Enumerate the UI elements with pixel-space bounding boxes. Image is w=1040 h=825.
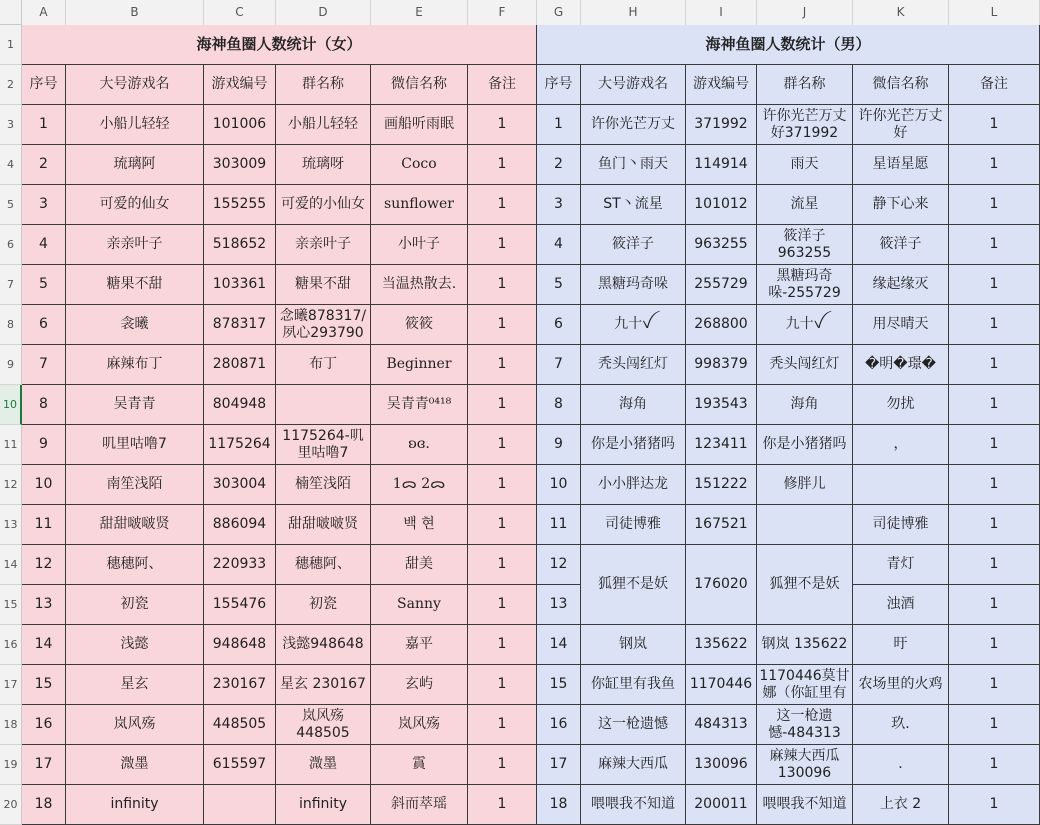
male-header-cell[interactable]: 微信名称 [853, 65, 949, 105]
male-cell[interactable]: 1 [949, 105, 1040, 145]
male-cell[interactable]: 1 [949, 585, 1040, 625]
male-cell[interactable]: 你是小猪猪吗 [757, 425, 853, 465]
row-header-5[interactable]: 5 [0, 185, 22, 225]
male-cell-merged[interactable]: 狐狸不是妖 [581, 545, 686, 625]
male-cell[interactable]: 1170446莫甘娜（你缸里有 [757, 665, 853, 705]
male-cell[interactable]: 这一枪遗憾-484313 [757, 705, 853, 745]
male-header-cell[interactable]: 备注 [949, 65, 1040, 105]
female-cell[interactable]: 448505 [204, 705, 276, 745]
female-cell[interactable]: 948648 [204, 625, 276, 665]
female-cell[interactable]: 星玄 [66, 665, 204, 705]
male-cell[interactable]: 流星 [757, 185, 853, 225]
female-cell[interactable]: 布丁 [276, 345, 371, 385]
female-cell[interactable] [276, 385, 371, 425]
female-cell[interactable]: 7 [22, 345, 66, 385]
female-cell[interactable]: 1 [468, 665, 537, 705]
male-cell[interactable]: 许你光芒万丈好 [853, 105, 949, 145]
female-cell[interactable]: 18 [22, 785, 66, 825]
female-cell[interactable]: 小叶子 [371, 225, 468, 265]
male-cell[interactable]: 麻辣大西瓜130096 [757, 745, 853, 785]
female-cell[interactable]: 280871 [204, 345, 276, 385]
male-cell[interactable]: 筱洋子 [581, 225, 686, 265]
male-cell[interactable]: 1 [949, 345, 1040, 385]
male-cell[interactable]: 许你光芒万丈 [581, 105, 686, 145]
male-cell[interactable]: 15 [537, 665, 581, 705]
male-cell[interactable]: 200011 [686, 785, 757, 825]
female-cell[interactable]: 星玄 230167 [276, 665, 371, 705]
male-cell[interactable]: 101012 [686, 185, 757, 225]
female-cell[interactable]: 1 [468, 425, 537, 465]
male-cell[interactable]: 135622 [686, 625, 757, 665]
female-cell[interactable]: Beginner [371, 345, 468, 385]
male-cell[interactable]: 123411 [686, 425, 757, 465]
female-cell[interactable]: 甜甜啵啵贤 [66, 505, 204, 545]
male-cell[interactable]: 6 [537, 305, 581, 345]
female-cell[interactable]: 南笙浅陌 [66, 465, 204, 505]
row-header-14[interactable]: 14 [0, 545, 22, 585]
male-cell[interactable]: 这一枪遗憾 [581, 705, 686, 745]
male-cell[interactable]: 1 [949, 625, 1040, 665]
row-header-12[interactable]: 12 [0, 465, 22, 505]
female-cell[interactable]: 溦墨 [66, 745, 204, 785]
male-cell[interactable]: 13 [537, 585, 581, 625]
male-cell[interactable]: 司徒博雅 [581, 505, 686, 545]
male-cell[interactable]: 10 [537, 465, 581, 505]
male-cell[interactable]: 许你光芒万丈好371992 [757, 105, 853, 145]
female-cell[interactable]: 230167 [204, 665, 276, 705]
male-cell-merged[interactable]: 狐狸不是妖 [757, 545, 853, 625]
female-cell[interactable]: 1 [468, 585, 537, 625]
female-header-cell[interactable]: 备注 [468, 65, 537, 105]
female-cell[interactable]: 15 [22, 665, 66, 705]
male-cell[interactable] [757, 505, 853, 545]
male-cell[interactable]: 小小胖达龙 [581, 465, 686, 505]
female-cell[interactable]: 155476 [204, 585, 276, 625]
male-cell[interactable]: 114914 [686, 145, 757, 185]
column-header-i[interactable]: I [686, 0, 757, 25]
male-cell[interactable]: 星语星愿 [853, 145, 949, 185]
row-header-11[interactable]: 11 [0, 425, 22, 465]
female-cell[interactable]: 1 [468, 465, 537, 505]
male-cell[interactable]: 海角 [757, 385, 853, 425]
female-cell[interactable]: 804948 [204, 385, 276, 425]
row-header-17[interactable]: 17 [0, 665, 22, 705]
female-cell[interactable]: 101006 [204, 105, 276, 145]
female-cell[interactable]: 886094 [204, 505, 276, 545]
female-cell[interactable]: 1ᯅ 2ᯅ [371, 465, 468, 505]
female-cell[interactable]: 1 [22, 105, 66, 145]
female-cell[interactable]: 1 [468, 785, 537, 825]
column-header-c[interactable]: C [204, 0, 276, 25]
male-header-cell[interactable]: 游戏编号 [686, 65, 757, 105]
male-cell[interactable]: 九十ꪜ [757, 305, 853, 345]
male-cell[interactable]: 秃头闯红灯 [757, 345, 853, 385]
male-cell[interactable]: 黑糖玛奇哚 [581, 265, 686, 305]
female-cell[interactable]: 1 [468, 745, 537, 785]
male-cell[interactable]: 筱洋子963255 [757, 225, 853, 265]
female-cell[interactable]: 浅懿948648 [276, 625, 371, 665]
female-cell[interactable]: 1175264 [204, 425, 276, 465]
female-cell[interactable]: 小船儿轻轻 [66, 105, 204, 145]
column-header-l[interactable]: L [949, 0, 1040, 25]
female-cell[interactable]: 1 [468, 505, 537, 545]
female-cell[interactable]: 1 [468, 545, 537, 585]
row-header-13[interactable]: 13 [0, 505, 22, 545]
row-header-2[interactable]: 2 [0, 65, 22, 105]
female-header-cell[interactable]: 微信名称 [371, 65, 468, 105]
column-header-f[interactable]: F [468, 0, 537, 25]
male-cell[interactable]: �明�璟� [853, 345, 949, 385]
male-cell[interactable]: 浊酒 [853, 585, 949, 625]
row-header-10[interactable]: 10 [0, 385, 22, 425]
female-cell[interactable]: 玄屿 [371, 665, 468, 705]
column-header-g[interactable]: G [537, 0, 581, 25]
female-cell[interactable]: 麻辣布丁 [66, 345, 204, 385]
male-cell[interactable]: ST丶流星 [581, 185, 686, 225]
female-cell[interactable]: 220933 [204, 545, 276, 585]
female-cell[interactable]: 16 [22, 705, 66, 745]
female-cell[interactable]: 1 [468, 705, 537, 745]
male-cell[interactable]: 1 [949, 545, 1040, 585]
row-header-9[interactable]: 9 [0, 345, 22, 385]
column-header-h[interactable]: H [581, 0, 686, 25]
female-cell[interactable]: 3 [22, 185, 66, 225]
male-cell[interactable]: 1 [949, 505, 1040, 545]
female-cell[interactable]: 1 [468, 185, 537, 225]
row-header-19[interactable]: 19 [0, 745, 22, 785]
male-cell[interactable]: 5 [537, 265, 581, 305]
female-cell[interactable]: 溦墨 [276, 745, 371, 785]
female-cell[interactable]: 878317 [204, 305, 276, 345]
female-cell[interactable]: sunflower [371, 185, 468, 225]
male-cell[interactable]: 鱼门丶雨天 [581, 145, 686, 185]
female-cell[interactable]: 穗穗阿、 [66, 545, 204, 585]
male-cell[interactable]: 3 [537, 185, 581, 225]
female-cell[interactable] [204, 785, 276, 825]
female-header-cell[interactable]: 游戏编号 [204, 65, 276, 105]
male-cell[interactable]: 484313 [686, 705, 757, 745]
male-cell[interactable]: 255729 [686, 265, 757, 305]
male-cell[interactable]: 16 [537, 705, 581, 745]
female-cell[interactable]: 2 [22, 145, 66, 185]
male-cell[interactable]: 998379 [686, 345, 757, 385]
female-cell[interactable]: 1 [468, 625, 537, 665]
male-cell[interactable]: 静下心来 [853, 185, 949, 225]
female-cell[interactable]: 甜美 [371, 545, 468, 585]
female-cell[interactable]: 亲亲叶子 [276, 225, 371, 265]
male-cell[interactable]: 1 [537, 105, 581, 145]
male-cell[interactable]: 1 [949, 465, 1040, 505]
female-cell[interactable]: 甜甜啵啵贤 [276, 505, 371, 545]
female-cell[interactable]: 糖果不甜 [66, 265, 204, 305]
female-cell[interactable]: Coco [371, 145, 468, 185]
female-cell[interactable]: 小船儿轻轻 [276, 105, 371, 145]
male-cell[interactable]: 雨天 [757, 145, 853, 185]
row-header-3[interactable]: 3 [0, 105, 22, 145]
female-cell[interactable]: 10 [22, 465, 66, 505]
female-cell[interactable]: 1 [468, 105, 537, 145]
female-header-cell[interactable]: 序号 [22, 65, 66, 105]
male-cell[interactable]: 勿扰 [853, 385, 949, 425]
male-cell[interactable]: 喂喂我不知道 [581, 785, 686, 825]
row-header-6[interactable]: 6 [0, 225, 22, 265]
male-cell[interactable]: 1 [949, 305, 1040, 345]
male-cell[interactable]: 963255 [686, 225, 757, 265]
male-cell[interactable]: 8 [537, 385, 581, 425]
female-cell[interactable]: 6 [22, 305, 66, 345]
female-cell[interactable]: 筱筱 [371, 305, 468, 345]
female-cell[interactable]: 糖果不甜 [276, 265, 371, 305]
male-cell[interactable]: 18 [537, 785, 581, 825]
female-cell[interactable]: 17 [22, 745, 66, 785]
male-header-cell[interactable]: 序号 [537, 65, 581, 105]
female-cell[interactable]: 衾曦 [66, 305, 204, 345]
female-cell[interactable]: 12 [22, 545, 66, 585]
female-cell[interactable]: 嘉平 [371, 625, 468, 665]
female-cell[interactable]: 霣 [371, 745, 468, 785]
female-cell[interactable]: 518652 [204, 225, 276, 265]
female-cell[interactable]: 岚风殇 [66, 705, 204, 745]
female-cell[interactable]: 当温热散去. [371, 265, 468, 305]
male-cell[interactable]: 193543 [686, 385, 757, 425]
column-header-j[interactable]: J [757, 0, 853, 25]
male-cell[interactable]: 7 [537, 345, 581, 385]
male-cell[interactable]: 1 [949, 785, 1040, 825]
male-cell[interactable] [853, 465, 949, 505]
male-cell[interactable]: 司徒博雅 [853, 505, 949, 545]
female-cell[interactable]: 8 [22, 385, 66, 425]
female-cell[interactable]: ʚɞ. [371, 425, 468, 465]
male-cell[interactable]: 4 [537, 225, 581, 265]
female-cell[interactable]: 叽里咕噜7 [66, 425, 204, 465]
male-cell[interactable]: 130096 [686, 745, 757, 785]
female-cell[interactable]: 可爱的小仙女 [276, 185, 371, 225]
female-cell[interactable]: 103361 [204, 265, 276, 305]
female-cell[interactable]: 5 [22, 265, 66, 305]
column-header-k[interactable]: K [853, 0, 949, 25]
male-cell[interactable]: 1 [949, 225, 1040, 265]
female-table-title[interactable]: 海神鱼圈人数统计（女） [22, 25, 537, 65]
male-cell[interactable]: 九十ꪜ [581, 305, 686, 345]
male-cell[interactable]: 修胖儿 [757, 465, 853, 505]
male-cell[interactable]: 17 [537, 745, 581, 785]
female-cell[interactable]: Sanny [371, 585, 468, 625]
male-cell[interactable]: . [853, 745, 949, 785]
female-cell[interactable]: 斜而萃瑶 [371, 785, 468, 825]
female-cell[interactable]: 画船听雨眠 [371, 105, 468, 145]
male-cell[interactable]: 玖. [853, 705, 949, 745]
male-cell[interactable]: 1 [949, 745, 1040, 785]
row-header-4[interactable]: 4 [0, 145, 22, 185]
female-cell[interactable]: 1 [468, 265, 537, 305]
male-cell[interactable]: 黑糖玛奇哚-255729 [757, 265, 853, 305]
column-header-bar [0, 0, 1040, 26]
female-cell[interactable]: 1175264-叽里咕噜7 [276, 425, 371, 465]
male-cell[interactable]: 1 [949, 665, 1040, 705]
male-cell[interactable]: 海角 [581, 385, 686, 425]
male-cell-merged[interactable]: 176020 [686, 545, 757, 625]
male-cell[interactable]: 1 [949, 185, 1040, 225]
female-cell[interactable]: 303004 [204, 465, 276, 505]
male-cell[interactable]: 筱洋子 [853, 225, 949, 265]
male-cell[interactable]: 用尽晴天 [853, 305, 949, 345]
female-header-cell[interactable]: 大号游戏名 [66, 65, 204, 105]
female-cell[interactable]: 亲亲叶子 [66, 225, 204, 265]
male-cell[interactable]: 268800 [686, 305, 757, 345]
male-cell[interactable]: 371992 [686, 105, 757, 145]
male-cell[interactable]: 11 [537, 505, 581, 545]
select-all-corner[interactable] [0, 0, 22, 25]
row-header-15[interactable]: 15 [0, 585, 22, 625]
male-cell[interactable]: 你缸里有我鱼 [581, 665, 686, 705]
female-cell[interactable]: 155255 [204, 185, 276, 225]
male-header-cell[interactable]: 群名称 [757, 65, 853, 105]
male-cell[interactable]: 1 [949, 145, 1040, 185]
male-cell[interactable]: 151222 [686, 465, 757, 505]
male-cell[interactable]: 2 [537, 145, 581, 185]
male-cell[interactable]: 1 [949, 705, 1040, 745]
female-cell[interactable]: 14 [22, 625, 66, 665]
female-cell[interactable]: 1 [468, 225, 537, 265]
column-header-b[interactable]: B [66, 0, 204, 25]
male-cell[interactable]: 旴 [853, 625, 949, 665]
row-header-7[interactable]: 7 [0, 265, 22, 305]
female-cell[interactable]: 303009 [204, 145, 276, 185]
male-cell[interactable]: ， [853, 425, 949, 465]
female-cell[interactable]: 615597 [204, 745, 276, 785]
female-cell[interactable]: 初瓷 [66, 585, 204, 625]
female-cell[interactable]: 1 [468, 305, 537, 345]
female-cell[interactable]: infinity [276, 785, 371, 825]
female-cell[interactable]: 吴青青⁰⁴¹⁸ [371, 385, 468, 425]
female-cell[interactable]: 琉璃阿 [66, 145, 204, 185]
male-cell[interactable]: 1 [949, 385, 1040, 425]
row-header-16[interactable]: 16 [0, 625, 22, 665]
row-header-18[interactable]: 18 [0, 705, 22, 745]
male-header-cell[interactable]: 大号游戏名 [581, 65, 686, 105]
female-cell[interactable]: 琉璃呀 [276, 145, 371, 185]
female-cell[interactable]: 浅懿 [66, 625, 204, 665]
female-cell[interactable]: 念曦878317/夙心293790 [276, 305, 371, 345]
female-cell[interactable]: 可爱的仙女 [66, 185, 204, 225]
female-cell[interactable]: 初瓷 [276, 585, 371, 625]
female-cell[interactable]: 岚风殇 [371, 705, 468, 745]
female-cell[interactable]: 穗穗阿、 [276, 545, 371, 585]
male-cell[interactable]: 1170446 [686, 665, 757, 705]
female-cell[interactable]: 13 [22, 585, 66, 625]
female-cell[interactable]: 11 [22, 505, 66, 545]
female-cell[interactable]: 백 현 [371, 505, 468, 545]
female-cell[interactable]: 岚风殇448505 [276, 705, 371, 745]
male-cell[interactable]: 上衣 2 [853, 785, 949, 825]
female-cell[interactable]: 4 [22, 225, 66, 265]
female-cell[interactable]: 1 [468, 385, 537, 425]
male-cell[interactable]: 青灯 [853, 545, 949, 585]
male-cell[interactable]: 12 [537, 545, 581, 585]
female-header-cell[interactable]: 群名称 [276, 65, 371, 105]
male-cell[interactable]: 钢岚 135622 [757, 625, 853, 665]
row-header-1[interactable]: 1 [0, 25, 22, 65]
male-cell[interactable]: 缘起缘灭 [853, 265, 949, 305]
female-cell[interactable]: 1 [468, 145, 537, 185]
male-table-title[interactable]: 海神鱼圈人数统计（男） [537, 25, 1040, 65]
male-cell[interactable]: 农场里的火鸡 [853, 665, 949, 705]
male-cell[interactable]: 秃头闯红灯 [581, 345, 686, 385]
male-cell[interactable]: 你是小猪猪吗 [581, 425, 686, 465]
column-header-e[interactable]: E [371, 0, 468, 25]
row-header-8[interactable]: 8 [0, 305, 22, 345]
column-header-a[interactable]: A [22, 0, 66, 25]
female-cell[interactable]: 1 [468, 345, 537, 385]
male-cell[interactable]: 167521 [686, 505, 757, 545]
female-cell[interactable]: infinity [66, 785, 204, 825]
female-cell[interactable]: 楠笙浅陌 [276, 465, 371, 505]
male-cell[interactable]: 钢岚 [581, 625, 686, 665]
male-cell[interactable]: 1 [949, 265, 1040, 305]
male-cell[interactable]: 1 [949, 425, 1040, 465]
column-header-d[interactable]: D [276, 0, 371, 25]
female-cell[interactable]: 吴青青 [66, 385, 204, 425]
row-header-20[interactable]: 20 [0, 785, 22, 825]
male-cell[interactable]: 14 [537, 625, 581, 665]
male-cell[interactable]: 喂喂我不知道 [757, 785, 853, 825]
male-cell[interactable]: 麻辣大西瓜 [581, 745, 686, 785]
female-cell[interactable]: 9 [22, 425, 66, 465]
male-cell[interactable]: 9 [537, 425, 581, 465]
